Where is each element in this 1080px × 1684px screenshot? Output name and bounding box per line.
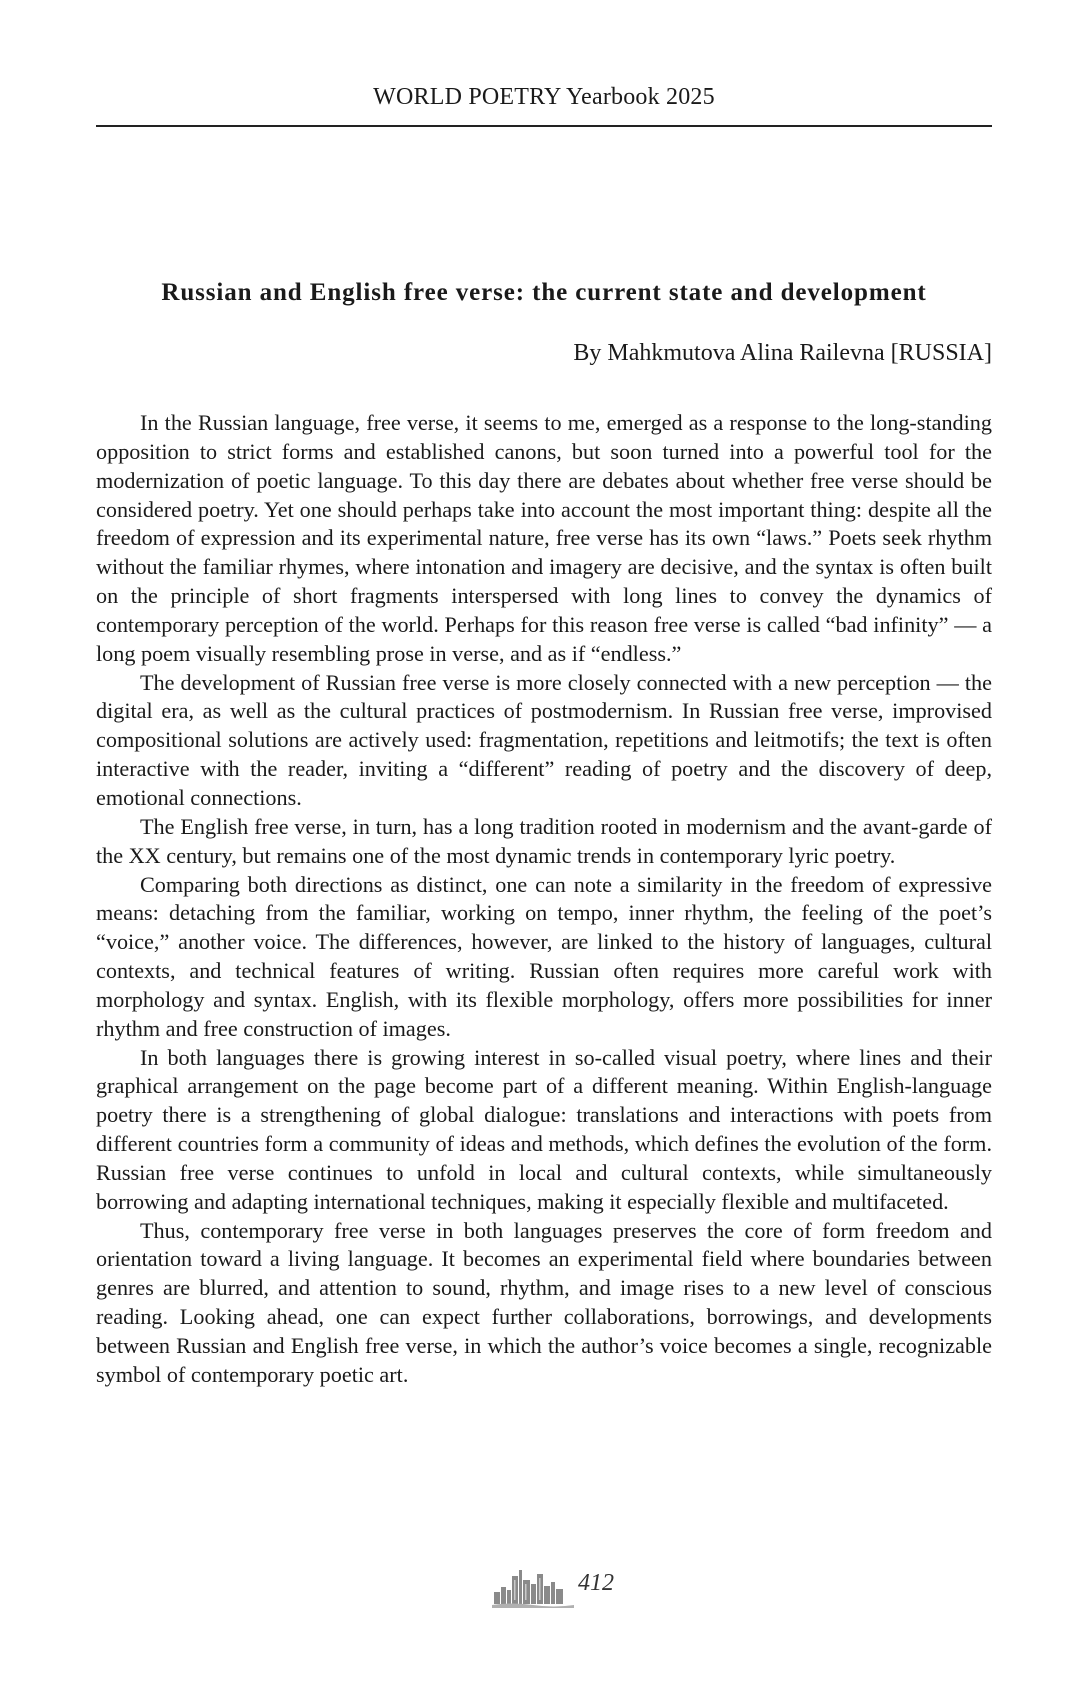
paragraph: In the Russian language, free verse, it seems to me, emerged as a response to the long-standing opposition to strict forms and established canons, but soon turned into a powerful tool for the modernization of poetic language. To this day there are debates about whether free verse should be considered poetry. Yet one should perhaps take into account the most important thing: despite all the freedom of expression and its experimental nature, free verse has its own “laws.” Poets seek rhythm without the familiar rhymes, where intonation and imagery are decisive, and the syntax is often built on the principle of short fragments interspersed with long lines to convey the dynamics of contemporary perception of the world. Perhaps for this reason free verse is called “bad infinity” — a long poem visually resembling prose in verse, and as if “endless.” [96, 410, 992, 666]
article-body [96, 409, 992, 1390]
page-footer [0, 1560, 1080, 1610]
paragraph: The development of Russian free verse is more closely connected with a new perception — the digital era, as well as the cultural practices of postmodernism. In Russian free verse, improvised compositional solutions are actively used: fragmentation, repetitions and leitmotifs; the text is often interactive with the reader, inviting a “different” reading of poetry and the discovery of deep, emotional connections. [96, 669, 992, 810]
paragraph: In both languages there is growing interest in so-called visual poetry, where lines and their graphical arrangement on the page become part of a different meaning. Within English-language poetry there is a strengthening of global dialogue: translations and interactions with poets from different countries form a community of ideas and methods, which defines the evolution of the form. Russian free verse continues to unfold in local and cultural contexts, while simultaneously borrowing and adapting international techniques, making it especially flexible and multifaceted. [96, 1044, 992, 1214]
paragraph: Thus, contemporary free verse in both languages preserves the core of form freedom and orientation toward a living language. It becomes an experimental field where boundaries between genres are blurred, and attention to sound, rhythm, and image rises to a new level of conscious reading. Looking ahead, one can expect further collaborations, borrowings, and developments between Russian and English free verse, in which the author’s voice becomes a single, recognizable symbol of contemporary poetic art. [96, 1217, 992, 1387]
header-rule [96, 125, 992, 127]
city-skyline-icon [492, 1562, 574, 1608]
paragraph: The English free verse, in turn, has a long tradition rooted in modernism and the avant-garde of the XX century, but remains one of the most dynamic trends in contemporary lyric poetry. [96, 813, 992, 868]
paragraph: Comparing both directions as distinct, one can note a similarity in the freedom of expressive means: detaching from the familiar, working on tempo, inner rhythm, the feeling of the poet’s “voice,” another voice. The differences, however, are linked to the history of languages, cultural contexts, and technical features of writing. Russian often requires more careful work with morphology and syntax. English, with its flexible morphology, offers more possibilities for inner rhythm and free construction of images. [96, 871, 992, 1041]
byline: By Mahkmutova Alina Railevna [RUSSIA] [573, 340, 992, 366]
page-number: 412 [578, 1570, 614, 1596]
running-header: WORLD POETRY Yearbook 2025 [373, 84, 715, 110]
article-title: Russian and English free verse: the current state and development [161, 279, 927, 306]
